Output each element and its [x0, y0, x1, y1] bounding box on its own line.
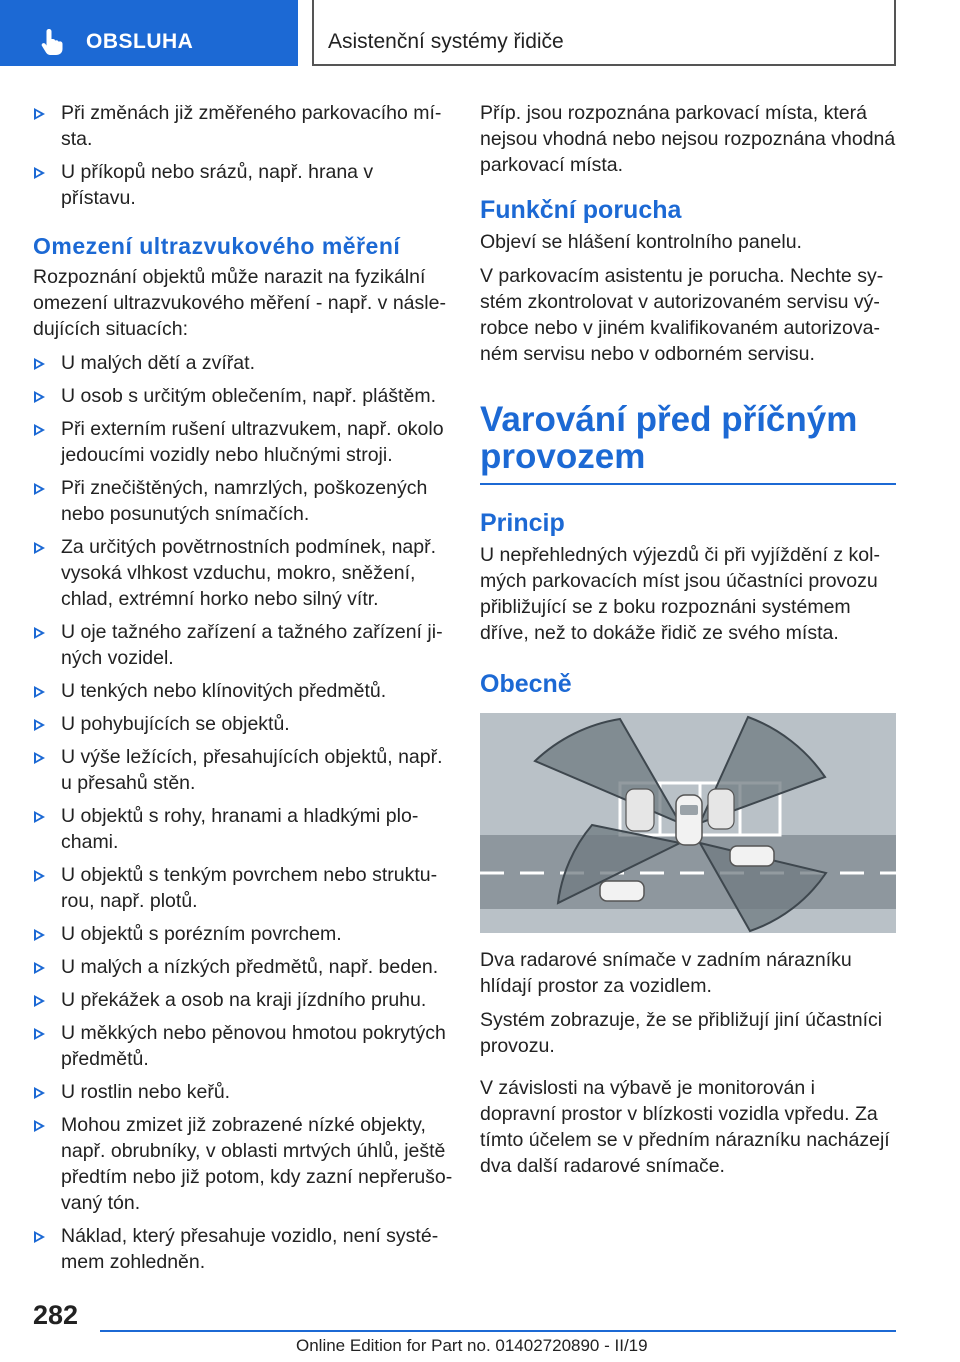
list-item: Náklad, který přesahuje vozidlo, není systémem zohledněn.: [33, 1223, 453, 1275]
left-column: [33, 100, 453, 1282]
footer-rule: [100, 1330, 896, 1332]
principle-heading: Princip: [480, 509, 565, 537]
list-item: Při změnách již změřeného parkovacího místa.: [33, 100, 453, 152]
chapter-tab-label: OBSLUHA: [86, 30, 194, 53]
list-item: U malých a nízkých předmětů, např. beden.: [33, 954, 453, 980]
list-item: U malých dětí a zvířat.: [33, 350, 453, 376]
list-item: Při znečištěných, namrzlých, poškozených nebo posunutých snímačích.: [33, 475, 453, 527]
edition-text: Online Edition for Part no. 01402720890 - II/19: [296, 1336, 648, 1355]
bullet-list: [33, 350, 453, 1275]
section-title-box: [312, 0, 896, 66]
page-header: [0, 0, 960, 66]
list-item: U osob s určitým oblečením, např. pláštěm.: [33, 383, 453, 409]
list-item: U překážek a osob na kraji jízdního pruhu.: [33, 987, 453, 1013]
paragraph: Systém zobrazuje, že se přibližují jiní účastníci provozu.: [480, 1009, 883, 1057]
chapter-title: Varování před příčným provozem: [480, 401, 896, 485]
section-title: Asistenční systémy řidiče: [328, 30, 564, 53]
list-item: Mohou zmizet již zobrazené nízké objekty, např. obrubníky, v oblasti mrtvých úhlů, ještě předtím nebo již potom, kdy zazní nepřerušovaný tón.: [33, 1112, 453, 1216]
right-column: [480, 100, 896, 1187]
list-item: U objektů s porézním povrchem.: [33, 921, 453, 947]
fault-heading: Funkční porucha: [480, 196, 682, 224]
list-item: U pohybujících se objektů.: [33, 711, 453, 737]
general-heading: Obecně: [480, 670, 572, 698]
list-item: U tenkých nebo klínovitých předmětů.: [33, 678, 453, 704]
paragraph: V závislosti na výbavě je monitorován i dopravní prostor v blízkosti vozidla vpředu. Za tímto účelem se v předním nárazníku nacházejí dva další radarové snímače.: [480, 1077, 890, 1177]
cross-traffic-illustration: [480, 713, 896, 933]
list-item: U objektů s tenkým povrchem nebo strukturou, např. plotů.: [33, 862, 453, 914]
list-item: U výše ležících, přesahujících objektů, např. u přesahů stěn.: [33, 744, 453, 796]
section-heading: Omezení ultrazvukového měření: [33, 233, 401, 259]
paragraph: Příp. jsou rozpoznána parkovací místa, která nejsou vhodná nebo nejsou rozpoznána vhodná parkovací místa.: [480, 102, 896, 176]
paragraph: Dva radarové snímače v zadním nárazníku hlídají prostor za vozidlem.: [480, 949, 852, 997]
list-item: Za určitých povětrnostních podmínek, např. vysoká vlhkost vzduchu, mokro, sněžení, chlad, extrémní horko nebo silný vítr.: [33, 534, 453, 612]
paragraph: Rozpoznání objektů může narazit na fyzikální omezení ultrazvukového měření - např. v následujících situacích:: [33, 266, 446, 340]
chapter-tab: [0, 0, 298, 66]
paragraph: Objeví se hlášení kontrolního panelu.: [480, 231, 802, 253]
radar-diagram: [480, 713, 896, 933]
hand-pointer-icon: [40, 28, 66, 56]
list-item: Při externím rušení ultrazvukem, např. okolo jedoucími vozidly nebo hlučnými stroji.: [33, 416, 453, 468]
paragraph: U nepřehledných výjezdů či při vyjíždění z kolmých parkovacích míst jsou účastníci provozu přibližující se z boku rozpoznáni systémem dříve, než to dokáže řidič ze svého místa.: [480, 544, 880, 644]
page-number: 282: [33, 1300, 79, 1330]
list-item: U oje tažného zařízení a tažného zařízení jiných vozidel.: [33, 619, 453, 671]
bullet-list-top: [33, 100, 453, 211]
list-item: U rostlin nebo keřů.: [33, 1079, 453, 1105]
list-item: U měkkých nebo pěnovou hmotou pokrytých předmětů.: [33, 1020, 453, 1072]
paragraph: V parkovacím asistentu je porucha. Nechte systém zkontrolovat v autorizovaném servisu výrobce nebo v jiném kvalifikovaném autorizovaném servisu nebo v odborném servisu.: [480, 265, 884, 365]
list-item: U objektů s rohy, hranami a hladkými plochami.: [33, 803, 453, 855]
list-item: U příkopů nebo srázů, např. hrana v přístavu.: [33, 159, 453, 211]
